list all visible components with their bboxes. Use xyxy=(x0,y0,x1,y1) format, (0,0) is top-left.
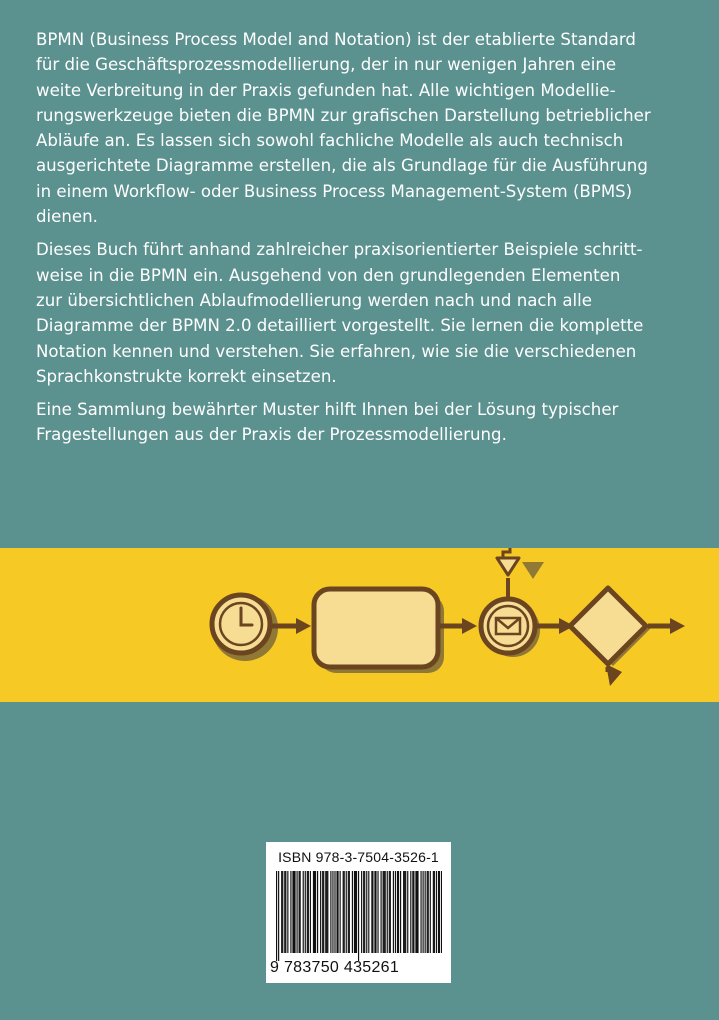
barcode-bar xyxy=(404,871,405,953)
barcode-bar xyxy=(310,871,311,953)
barcode-bar xyxy=(420,871,421,953)
barcode-bar xyxy=(285,871,286,953)
isbn-label: ISBN 978-3-7504-3526-1 xyxy=(278,849,439,865)
barcode-bar xyxy=(430,871,431,953)
sequence-flow-arrow-4 xyxy=(648,618,685,634)
barcode-bar xyxy=(413,871,414,953)
barcode-bar xyxy=(336,871,337,953)
barcode-bar xyxy=(349,871,350,953)
barcode-bar xyxy=(387,871,388,953)
blurb-paragraph-2 xyxy=(36,237,686,389)
blurb-line: Abläufe an. Es lassen sich sowohl fachliche Modelle als auch technisch xyxy=(36,131,624,151)
barcode-bar xyxy=(384,871,385,953)
blurb-line: in einem Workflow- oder Business Process Management-System (BPMS) xyxy=(36,181,633,201)
barcode-bar xyxy=(395,871,396,953)
barcode-bar xyxy=(415,871,416,953)
barcode-bar xyxy=(361,871,362,953)
barcode-bar xyxy=(355,871,356,953)
task-icon xyxy=(314,589,438,667)
blurb-line: BPMN (Business Process Model and Notation) ist der etablierte Standard xyxy=(36,30,636,49)
barcode-bar xyxy=(441,871,442,953)
barcode-bars xyxy=(276,871,442,961)
barcode-bar xyxy=(313,871,314,953)
sequence-flow-arrow-2 xyxy=(440,618,477,634)
blurb-line: für die Geschäftsprozessmodellierung, der in nur wenigen Jahren eine xyxy=(36,55,617,75)
barcode-bar xyxy=(332,871,333,953)
blurb-line: Notation kennen und verstehen. Sie erfahren, wie sie die verschiedenen xyxy=(36,341,637,361)
barcode-bar xyxy=(358,871,359,961)
barcode-bar xyxy=(287,871,288,953)
blurb-line: dienen. xyxy=(36,207,98,227)
blurb-line: rungswerkzeuge bieten die BPMN zur grafischen Darstellung betrieblicher xyxy=(36,105,651,125)
bpmn-illustration-band xyxy=(0,548,719,702)
barcode-bar xyxy=(412,871,413,953)
barcode-bar xyxy=(315,871,316,953)
ean-digits: 9 783750 435261 xyxy=(270,959,400,976)
blurb-paragraph-1 xyxy=(36,27,686,229)
barcode-bar xyxy=(366,871,367,953)
blurb-paragraph-3 xyxy=(36,397,686,448)
timer-start-event-icon xyxy=(212,595,270,653)
blurb-line: weise in die BPMN ein. Ausgehend von den grundlegenden Elementen xyxy=(36,265,621,285)
barcode-bar xyxy=(405,871,406,953)
barcode-bar xyxy=(300,871,301,953)
barcode-bar xyxy=(407,871,408,953)
blurb-line: Sprachkonstrukte korrekt einsetzen. xyxy=(36,366,337,386)
barcode-bar xyxy=(398,871,399,953)
barcode-bar xyxy=(305,871,306,953)
barcode-bar xyxy=(330,871,331,953)
barcode-bar xyxy=(281,871,282,953)
barcode-bar xyxy=(428,871,429,953)
barcode-bar xyxy=(400,871,401,953)
barcode-bar xyxy=(322,871,323,953)
barcode-bar xyxy=(434,871,435,953)
barcode-bar xyxy=(436,871,437,953)
barcode-bar xyxy=(323,871,324,953)
barcode-bar xyxy=(427,871,428,953)
barcode-bar xyxy=(299,871,300,953)
blurb-line: Fragestellungen aus der Praxis der Prozessmodellierung. xyxy=(36,425,507,445)
barcode-bar xyxy=(374,871,375,953)
barcode-bar xyxy=(375,871,376,953)
barcode-bar xyxy=(385,871,386,953)
barcode-bar xyxy=(276,871,277,961)
barcode-bar xyxy=(344,871,345,953)
barcode-bar xyxy=(425,871,426,953)
bpmn-process-diagram xyxy=(0,548,719,702)
blurb-line: Diagramme der BPMN 2.0 detailliert vorgestellt. Sie lernen die komplette xyxy=(36,316,644,336)
gateway-icon xyxy=(570,588,646,664)
barcode-bar xyxy=(337,871,338,953)
barcode-bar xyxy=(390,871,391,953)
barcode-bar xyxy=(423,871,424,953)
barcode-bar xyxy=(364,871,365,953)
barcode-bar xyxy=(372,871,373,953)
barcode-bar xyxy=(317,871,318,953)
barcode-bar xyxy=(438,871,439,953)
barcode-bar xyxy=(389,871,390,953)
barcode-bar xyxy=(393,871,394,953)
blurb-line: Eine Sammlung bewährter Muster hilft Ihnen bei der Lösung typischer xyxy=(36,400,619,420)
barcode-bar xyxy=(278,871,279,961)
blurb-line: weite Verbreitung in der Praxis gefunden hat. Alle wichtigen Modellie- xyxy=(36,80,616,100)
barcode-bar xyxy=(417,871,418,953)
barcode-bar xyxy=(303,871,304,953)
barcode-bar xyxy=(346,871,347,953)
barcode-bar xyxy=(352,871,353,953)
sequence-flow-arrow-5 xyxy=(606,664,622,686)
barcode-bar xyxy=(348,871,349,953)
barcode-bar xyxy=(356,871,357,953)
blurb-line: zur übersichtlichen Ablaufmodellierung werden nach und nach alle xyxy=(36,290,592,310)
barcode-bar xyxy=(294,871,295,953)
barcode-bar xyxy=(326,871,327,953)
barcode-bar xyxy=(397,871,398,953)
back-cover-blurb xyxy=(36,27,686,456)
barcode-bar xyxy=(363,871,364,953)
barcode-bar xyxy=(320,871,321,953)
barcode-bar xyxy=(307,871,308,953)
barcode-bar xyxy=(340,871,341,953)
barcode-bar xyxy=(325,871,326,953)
barcode-bar xyxy=(293,871,294,953)
barcode-bar xyxy=(296,871,297,953)
barcode-bar xyxy=(383,871,384,953)
barcode-bar xyxy=(410,871,411,953)
barcode-bar xyxy=(354,871,355,953)
barcode-bar xyxy=(403,871,404,953)
barcode-bar xyxy=(308,871,309,953)
barcode-bar xyxy=(343,871,344,953)
barcode-bar xyxy=(381,871,382,953)
barcode-bar xyxy=(371,871,372,953)
isbn-barcode xyxy=(266,842,451,983)
barcode-bar xyxy=(377,871,378,953)
barcode-bar xyxy=(282,871,283,953)
barcode-bar xyxy=(416,871,417,953)
barcode-bar xyxy=(334,871,335,953)
barcode-bar xyxy=(314,871,315,953)
barcode-bar xyxy=(439,871,440,953)
barcode-bar xyxy=(433,871,434,953)
blurb-line: Dieses Buch führt anhand zahlreicher praxisorientierter Beispiele schritt- xyxy=(36,240,643,260)
barcode-bar xyxy=(368,871,369,953)
barcode-bar xyxy=(284,871,285,953)
barcode-bar xyxy=(292,871,293,953)
barcode-bar xyxy=(290,871,291,953)
blurb-line: ausgerichtete Diagramme erstellen, die als Grundlage für die Ausführung xyxy=(36,156,648,176)
barcode-bar xyxy=(327,871,328,953)
